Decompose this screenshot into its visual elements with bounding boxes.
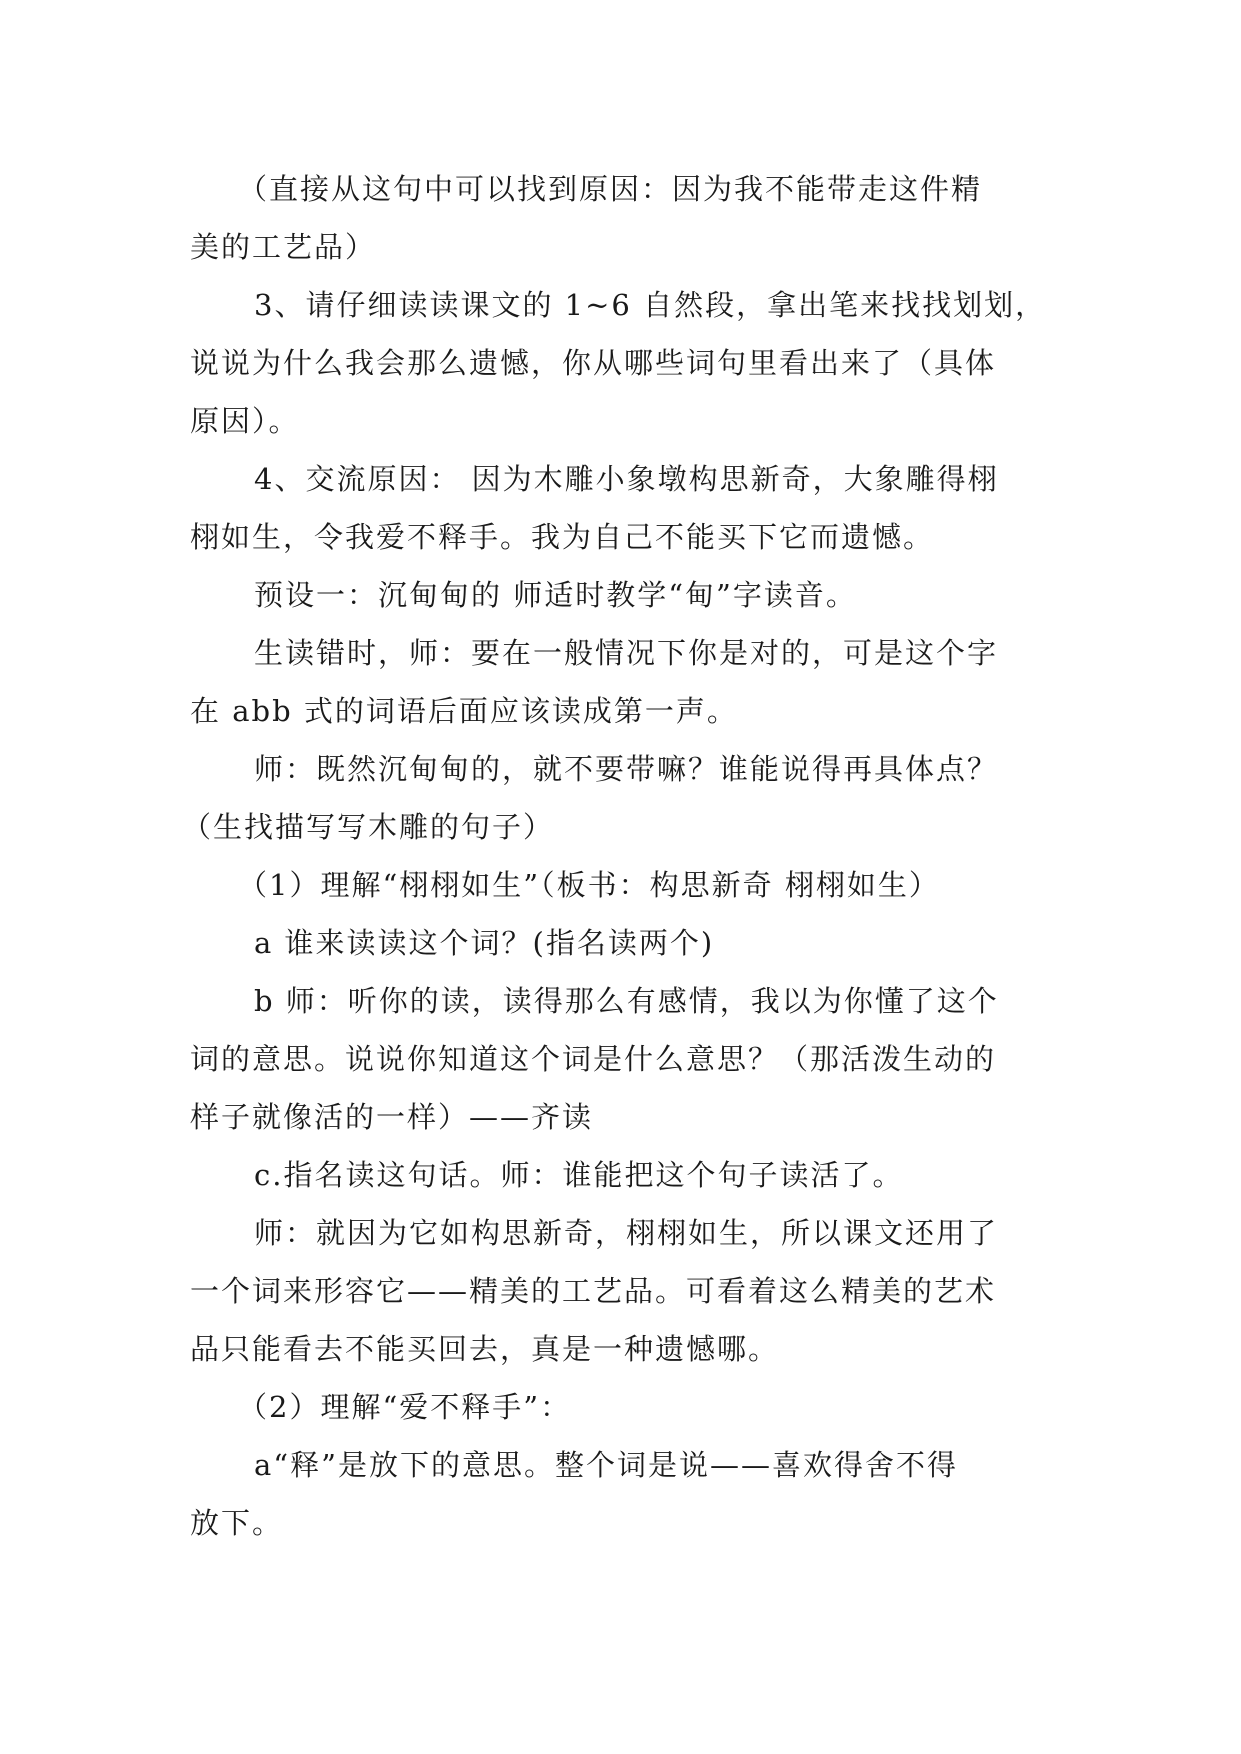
text-line: a 谁来读读这个词？(指名读两个) bbox=[254, 926, 715, 960]
text-line: 词的意思。说说你知道这个词是什么意思？（那活泼生动的 bbox=[190, 1042, 997, 1076]
text-line: 生读错时，师：要在一般情况下你是对的，可是这个字 bbox=[254, 636, 999, 670]
text-line: （1）理解“栩栩如生”（板书：构思新奇 栩栩如生） bbox=[238, 868, 940, 902]
text-line: 4、交流原因： 因为木雕小象墩构思新奇，大象雕得栩 bbox=[254, 462, 999, 496]
text-line: 原因）。 bbox=[190, 404, 300, 438]
text-line: 在 abb 式的词语后面应该读成第一声。 bbox=[190, 694, 738, 728]
text-line: 师：既然沉甸甸的，就不要带嘛？谁能说得再具体点？ bbox=[254, 752, 999, 786]
text-line: a“释”是放下的意思。整个词是说——喜欢得舍不得 bbox=[254, 1448, 958, 1482]
text-line: （直接从这句中可以找到原因：因为我不能带走这件精 bbox=[238, 172, 983, 206]
text-line: （生找描写写木雕的句子） bbox=[182, 810, 555, 844]
text-line: 一个词来形容它——精美的工艺品。可看着这么精美的艺术 bbox=[190, 1274, 997, 1308]
text-line: 栩如生，令我爱不释手。我为自己不能买下它而遗憾。 bbox=[190, 520, 935, 554]
text-line: 样子就像活的一样）——齐读 bbox=[190, 1100, 594, 1134]
text-line: （2）理解“爱不释手”： bbox=[238, 1390, 572, 1424]
text-line: 师：就因为它如构思新奇，栩栩如生，所以课文还用了 bbox=[254, 1216, 999, 1250]
text-line: 3、请仔细读读课文的 1~6 自然段，拿出笔来找找划划， bbox=[254, 288, 1047, 322]
text-line: 说说为什么我会那么遗憾，你从哪些词句里看出来了（具体 bbox=[190, 346, 997, 380]
text-line: 品只能看去不能买回去，真是一种遗憾哪。 bbox=[190, 1332, 780, 1366]
text-line: 预设一：沉甸甸的 师适时教学“甸”字读音。 bbox=[254, 578, 857, 612]
text-line: 放下。 bbox=[190, 1506, 284, 1540]
text-line: c.指名读这句话。师：谁能把这个句子读活了。 bbox=[254, 1158, 904, 1192]
document-body bbox=[182, 160, 1060, 1552]
text-line: b 师：听你的读，读得那么有感情，我以为你懂了这个 bbox=[254, 984, 999, 1018]
text-line: 美的工艺品） bbox=[190, 230, 377, 264]
